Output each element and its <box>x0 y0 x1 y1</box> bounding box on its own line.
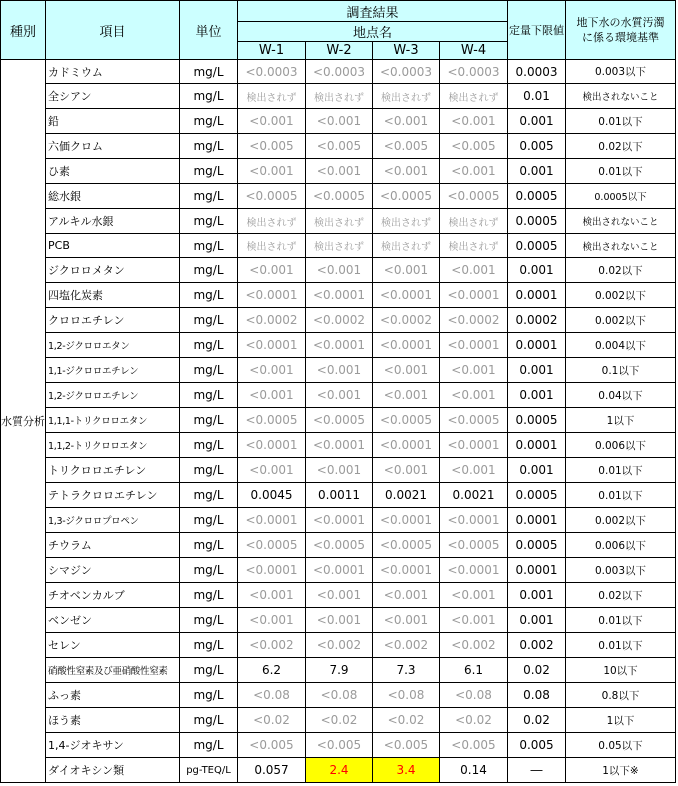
table-row <box>1 358 676 383</box>
item-cell: 1,4-ジオキサン <box>46 733 180 758</box>
table-row <box>1 209 676 234</box>
result-cell-w1: <0.0001 <box>238 558 306 583</box>
table-row <box>1 658 676 683</box>
result-cell-w3: <0.0001 <box>373 433 440 458</box>
result-cell-w3: <0.005 <box>373 134 440 159</box>
result-cell-w4: <0.0003 <box>440 60 508 84</box>
result-cell-w1: <0.001 <box>238 383 306 408</box>
limit-cell: 0.08 <box>508 683 566 708</box>
result-cell-w3: <0.0001 <box>373 508 440 533</box>
result-cell-w1: <0.0005 <box>238 408 306 433</box>
limit-cell: 0.005 <box>508 134 566 159</box>
item-cell: カドミウム <box>46 60 180 84</box>
result-cell-w4: 6.1 <box>440 658 508 683</box>
standard-cell: 0.002以下 <box>566 308 676 333</box>
item-cell: テトラクロロエチレン <box>46 483 180 508</box>
table-row <box>1 109 676 134</box>
unit-cell: mg/L <box>180 608 238 633</box>
unit-cell: mg/L <box>180 733 238 758</box>
result-cell-w4: 0.0021 <box>440 483 508 508</box>
result-cell-w2: <0.001 <box>306 383 373 408</box>
result-cell-w1: <0.001 <box>238 583 306 608</box>
result-cell-w4: 検出されず <box>440 84 508 109</box>
unit-cell: mg/L <box>180 109 238 134</box>
header-limit: 定量下限値 <box>508 1 566 60</box>
result-cell-w4: <0.005 <box>440 733 508 758</box>
limit-cell: 0.001 <box>508 258 566 283</box>
result-cell-w4: <0.08 <box>440 683 508 708</box>
limit-cell: 0.0001 <box>508 433 566 458</box>
result-cell-w1: 検出されず <box>238 84 306 109</box>
result-cell-w1: <0.001 <box>238 358 306 383</box>
table-row <box>1 184 676 209</box>
limit-cell: 0.0005 <box>508 184 566 209</box>
unit-cell: mg/L <box>180 209 238 234</box>
table-row <box>1 84 676 109</box>
limit-cell: 0.001 <box>508 358 566 383</box>
result-cell-w4: <0.0001 <box>440 508 508 533</box>
standard-cell: 1以下 <box>566 408 676 433</box>
result-cell-w2: <0.001 <box>306 159 373 184</box>
header-well: W-1 <box>238 42 306 60</box>
unit-cell: mg/L <box>180 433 238 458</box>
table-row <box>1 608 676 633</box>
item-cell: ダイオキシン類 <box>46 758 180 783</box>
item-cell: 六価クロム <box>46 134 180 159</box>
limit-cell: 0.0001 <box>508 333 566 358</box>
limit-cell: 0.001 <box>508 109 566 134</box>
limit-cell: 0.0002 <box>508 308 566 333</box>
result-cell-w2: <0.0001 <box>306 558 373 583</box>
standard-cell: 検出されないこと <box>566 234 676 258</box>
header-standard-line2: に係る環境基準 <box>582 31 659 44</box>
item-cell: PCB <box>46 234 180 258</box>
result-cell-w3: <0.001 <box>373 109 440 134</box>
item-cell: トリクロロエチレン <box>46 458 180 483</box>
result-cell-w1: <0.005 <box>238 733 306 758</box>
result-cell-w2: <0.0005 <box>306 408 373 433</box>
unit-cell: mg/L <box>180 184 238 209</box>
result-cell-w1: <0.0003 <box>238 60 306 84</box>
limit-cell: 0.02 <box>508 658 566 683</box>
result-cell-w3: 検出されず <box>373 234 440 258</box>
unit-cell: mg/L <box>180 60 238 84</box>
result-cell-w3: <0.001 <box>373 383 440 408</box>
result-cell-w1: <0.02 <box>238 708 306 733</box>
table-row <box>1 558 676 583</box>
header-well: W-2 <box>306 42 373 60</box>
unit-cell: mg/L <box>180 483 238 508</box>
result-cell-w2: 検出されず <box>306 84 373 109</box>
standard-cell: 0.003以下 <box>566 60 676 84</box>
table-row <box>1 433 676 458</box>
result-cell-w3: 検出されず <box>373 209 440 234</box>
result-cell-w3: <0.0001 <box>373 558 440 583</box>
unit-cell: mg/L <box>180 533 238 558</box>
unit-cell: mg/L <box>180 558 238 583</box>
result-cell-w4: <0.001 <box>440 608 508 633</box>
result-cell-w3: <0.08 <box>373 683 440 708</box>
result-cell-w4: <0.0005 <box>440 184 508 209</box>
standard-cell: 0.006以下 <box>566 533 676 558</box>
result-cell-w1: <0.0001 <box>238 283 306 308</box>
table-row <box>1 758 676 783</box>
result-cell-w4: <0.001 <box>440 159 508 184</box>
table-row <box>1 258 676 283</box>
result-cell-w3: <0.0001 <box>373 333 440 358</box>
result-cell-w2: <0.0002 <box>306 308 373 333</box>
result-cell-w3: <0.005 <box>373 733 440 758</box>
item-cell: 1,3-ジクロロプロペン <box>46 508 180 533</box>
table-row <box>1 159 676 184</box>
table-row <box>1 283 676 308</box>
table-row <box>1 408 676 433</box>
standard-cell: 検出されないこと <box>566 84 676 109</box>
header-unit: 単位 <box>180 1 238 60</box>
unit-cell: mg/L <box>180 134 238 159</box>
header-item: 項目 <box>46 1 180 60</box>
result-cell-w3: <0.002 <box>373 633 440 658</box>
result-cell-w2: <0.002 <box>306 633 373 658</box>
result-cell-w3: <0.001 <box>373 258 440 283</box>
result-cell-w2: <0.001 <box>306 109 373 134</box>
table-row <box>1 583 676 608</box>
result-cell-w1: <0.002 <box>238 633 306 658</box>
result-cell-w1: 検出されず <box>238 234 306 258</box>
table-row <box>1 733 676 758</box>
result-cell-w2: 2.4 <box>306 758 373 783</box>
result-cell-w2: <0.08 <box>306 683 373 708</box>
result-cell-w4: 検出されず <box>440 234 508 258</box>
result-cell-w3: <0.001 <box>373 159 440 184</box>
standard-cell: 0.02以下 <box>566 258 676 283</box>
unit-cell: mg/L <box>180 508 238 533</box>
standard-cell: 検出されないこと <box>566 209 676 234</box>
result-cell-w4: <0.0001 <box>440 333 508 358</box>
standard-cell: 0.01以下 <box>566 633 676 658</box>
standard-cell: 1以下※ <box>566 758 676 783</box>
item-cell: アルキル水銀 <box>46 209 180 234</box>
header-points: 地点名 <box>238 22 508 42</box>
standard-cell: 0.002以下 <box>566 508 676 533</box>
result-cell-w2: <0.001 <box>306 358 373 383</box>
standard-cell: 0.8以下 <box>566 683 676 708</box>
result-cell-w2: <0.0001 <box>306 283 373 308</box>
unit-cell: mg/L <box>180 683 238 708</box>
result-cell-w3: 検出されず <box>373 84 440 109</box>
result-cell-w3: <0.001 <box>373 358 440 383</box>
result-cell-w3: <0.0005 <box>373 184 440 209</box>
result-cell-w2: 検出されず <box>306 234 373 258</box>
unit-cell: mg/L <box>180 333 238 358</box>
table-row <box>1 234 676 258</box>
result-cell-w3: <0.0005 <box>373 408 440 433</box>
standard-cell: 0.002以下 <box>566 283 676 308</box>
unit-cell: mg/L <box>180 633 238 658</box>
header-standard <box>566 1 676 60</box>
unit-cell: mg/L <box>180 308 238 333</box>
standard-cell: 10以下 <box>566 658 676 683</box>
result-cell-w1: <0.0001 <box>238 433 306 458</box>
result-cell-w4: <0.0001 <box>440 283 508 308</box>
result-cell-w1: <0.001 <box>238 109 306 134</box>
unit-cell: mg/L <box>180 383 238 408</box>
item-cell: ベンゼン <box>46 608 180 633</box>
result-cell-w2: <0.005 <box>306 134 373 159</box>
result-cell-w1: <0.0002 <box>238 308 306 333</box>
result-cell-w1: <0.08 <box>238 683 306 708</box>
result-cell-w4: <0.0002 <box>440 308 508 333</box>
limit-cell: 0.001 <box>508 383 566 408</box>
limit-cell: 0.0005 <box>508 209 566 234</box>
table-row <box>1 308 676 333</box>
result-cell-w3: <0.0003 <box>373 60 440 84</box>
standard-cell: 0.05以下 <box>566 733 676 758</box>
result-cell-w4: <0.001 <box>440 458 508 483</box>
item-cell: 硝酸性窒素及び亜硝酸性窒素 <box>46 658 180 683</box>
limit-cell: 0.001 <box>508 583 566 608</box>
result-cell-w3: <0.001 <box>373 608 440 633</box>
result-cell-w1: 0.0045 <box>238 483 306 508</box>
result-cell-w4: <0.02 <box>440 708 508 733</box>
item-cell: チウラム <box>46 533 180 558</box>
table-row <box>1 333 676 358</box>
result-cell-w4: <0.001 <box>440 583 508 608</box>
result-cell-w2: 0.0011 <box>306 483 373 508</box>
result-cell-w4: <0.001 <box>440 258 508 283</box>
item-cell: セレン <box>46 633 180 658</box>
result-cell-w4: <0.005 <box>440 134 508 159</box>
standard-cell: 0.01以下 <box>566 483 676 508</box>
item-cell: 1,1-ジクロロエチレン <box>46 358 180 383</box>
header-well: W-4 <box>440 42 508 60</box>
result-cell-w1: 0.057 <box>238 758 306 783</box>
limit-cell: 0.01 <box>508 84 566 109</box>
result-cell-w2: <0.02 <box>306 708 373 733</box>
standard-cell: 0.006以下 <box>566 433 676 458</box>
result-cell-w2: <0.001 <box>306 258 373 283</box>
item-cell: 1,1,1-トリクロロエタン <box>46 408 180 433</box>
standard-cell: 0.1以下 <box>566 358 676 383</box>
result-cell-w4: <0.0005 <box>440 408 508 433</box>
unit-cell: mg/L <box>180 458 238 483</box>
standard-cell: 0.04以下 <box>566 383 676 408</box>
result-cell-w3: 0.0021 <box>373 483 440 508</box>
result-cell-w4: <0.0001 <box>440 558 508 583</box>
limit-cell: 0.0005 <box>508 408 566 433</box>
unit-cell: mg/L <box>180 258 238 283</box>
header-kind: 種別 <box>1 1 46 60</box>
result-cell-w3: <0.001 <box>373 458 440 483</box>
unit-cell: mg/L <box>180 159 238 184</box>
result-cell-w2: <0.001 <box>306 608 373 633</box>
standard-cell: 0.01以下 <box>566 608 676 633</box>
result-cell-w2: <0.0001 <box>306 433 373 458</box>
limit-cell: 0.0005 <box>508 533 566 558</box>
item-cell: 全シアン <box>46 84 180 109</box>
table-row <box>1 533 676 558</box>
result-cell-w2: <0.001 <box>306 458 373 483</box>
result-cell-w1: 検出されず <box>238 209 306 234</box>
result-cell-w3: <0.001 <box>373 583 440 608</box>
header-well: W-3 <box>373 42 440 60</box>
unit-cell: pg-TEQ/L <box>180 758 238 783</box>
unit-cell: mg/L <box>180 658 238 683</box>
unit-cell: mg/L <box>180 408 238 433</box>
item-cell: クロロエチレン <box>46 308 180 333</box>
standard-cell: 0.02以下 <box>566 134 676 159</box>
table-row <box>1 60 676 84</box>
unit-cell: mg/L <box>180 283 238 308</box>
result-cell-w2: <0.0001 <box>306 333 373 358</box>
result-cell-w2: <0.0003 <box>306 60 373 84</box>
table-row <box>1 383 676 408</box>
result-cell-w4: 0.14 <box>440 758 508 783</box>
result-cell-w1: <0.005 <box>238 134 306 159</box>
standard-cell: 0.02以下 <box>566 583 676 608</box>
result-cell-w1: 6.2 <box>238 658 306 683</box>
limit-cell: 0.001 <box>508 608 566 633</box>
result-cell-w2: <0.0005 <box>306 184 373 209</box>
item-cell: 1,2-ジクロロエチレン <box>46 383 180 408</box>
result-cell-w1: <0.001 <box>238 159 306 184</box>
result-cell-w1: <0.001 <box>238 608 306 633</box>
result-cell-w3: <0.02 <box>373 708 440 733</box>
result-cell-w3: <0.0005 <box>373 533 440 558</box>
header-standard-line1: 地下水の水質汚濁 <box>576 16 665 29</box>
item-cell: 1,1,2-トリクロロエタン <box>46 433 180 458</box>
standard-cell: 0.01以下 <box>566 109 676 134</box>
result-cell-w4: <0.001 <box>440 358 508 383</box>
limit-cell: ― <box>508 758 566 783</box>
result-cell-w2: 7.9 <box>306 658 373 683</box>
limit-cell: 0.0001 <box>508 283 566 308</box>
table-row <box>1 708 676 733</box>
item-cell: 総水銀 <box>46 184 180 209</box>
unit-cell: mg/L <box>180 583 238 608</box>
unit-cell: mg/L <box>180 358 238 383</box>
standard-cell: 0.004以下 <box>566 333 676 358</box>
result-cell-w2: <0.001 <box>306 583 373 608</box>
table-row <box>1 683 676 708</box>
item-cell: 四塩化炭素 <box>46 283 180 308</box>
limit-cell: 0.002 <box>508 633 566 658</box>
limit-cell: 0.0001 <box>508 508 566 533</box>
result-cell-w1: <0.0005 <box>238 184 306 209</box>
result-cell-w2: <0.0005 <box>306 533 373 558</box>
limit-cell: 0.001 <box>508 458 566 483</box>
unit-cell: mg/L <box>180 84 238 109</box>
unit-cell: mg/L <box>180 708 238 733</box>
table-body <box>1 60 676 783</box>
item-cell: 1,2-ジクロロエタン <box>46 333 180 358</box>
result-cell-w4: <0.001 <box>440 109 508 134</box>
result-cell-w1: <0.0001 <box>238 508 306 533</box>
item-cell: 鉛 <box>46 109 180 134</box>
item-cell: チオベンカルブ <box>46 583 180 608</box>
limit-cell: 0.0001 <box>508 558 566 583</box>
standard-cell: 1以下 <box>566 708 676 733</box>
result-cell-w3: <0.0002 <box>373 308 440 333</box>
result-cell-w3: 7.3 <box>373 658 440 683</box>
limit-cell: 0.02 <box>508 708 566 733</box>
unit-cell: mg/L <box>180 234 238 258</box>
limit-cell: 0.005 <box>508 733 566 758</box>
result-cell-w4: <0.002 <box>440 633 508 658</box>
result-cell-w4: <0.0001 <box>440 433 508 458</box>
result-cell-w4: <0.0005 <box>440 533 508 558</box>
limit-cell: 0.0005 <box>508 234 566 258</box>
table-row <box>1 508 676 533</box>
item-cell: ほう素 <box>46 708 180 733</box>
table-row <box>1 633 676 658</box>
result-cell-w1: <0.001 <box>238 258 306 283</box>
header-survey-results: 調査結果 <box>238 1 508 22</box>
standard-cell: 0.01以下 <box>566 458 676 483</box>
standard-cell: 0.0005以下 <box>566 184 676 209</box>
result-cell-w1: <0.0005 <box>238 533 306 558</box>
result-cell-w4: <0.001 <box>440 383 508 408</box>
category-cell: 水質分析 <box>1 60 46 783</box>
result-cell-w1: <0.001 <box>238 458 306 483</box>
item-cell: ジクロロメタン <box>46 258 180 283</box>
result-cell-w1: <0.0001 <box>238 333 306 358</box>
standard-cell: 0.003以下 <box>566 558 676 583</box>
item-cell: シマジン <box>46 558 180 583</box>
table-row <box>1 458 676 483</box>
standard-cell: 0.01以下 <box>566 159 676 184</box>
result-cell-w2: <0.005 <box>306 733 373 758</box>
table-row <box>1 134 676 159</box>
result-cell-w2: <0.0001 <box>306 508 373 533</box>
result-cell-w4: 検出されず <box>440 209 508 234</box>
limit-cell: 0.0003 <box>508 60 566 84</box>
table-row <box>1 483 676 508</box>
item-cell: ふっ素 <box>46 683 180 708</box>
result-cell-w3: <0.0001 <box>373 283 440 308</box>
result-cell-w3: 3.4 <box>373 758 440 783</box>
limit-cell: 0.0005 <box>508 483 566 508</box>
item-cell: ひ素 <box>46 159 180 184</box>
result-cell-w2: 検出されず <box>306 209 373 234</box>
limit-cell: 0.001 <box>508 159 566 184</box>
